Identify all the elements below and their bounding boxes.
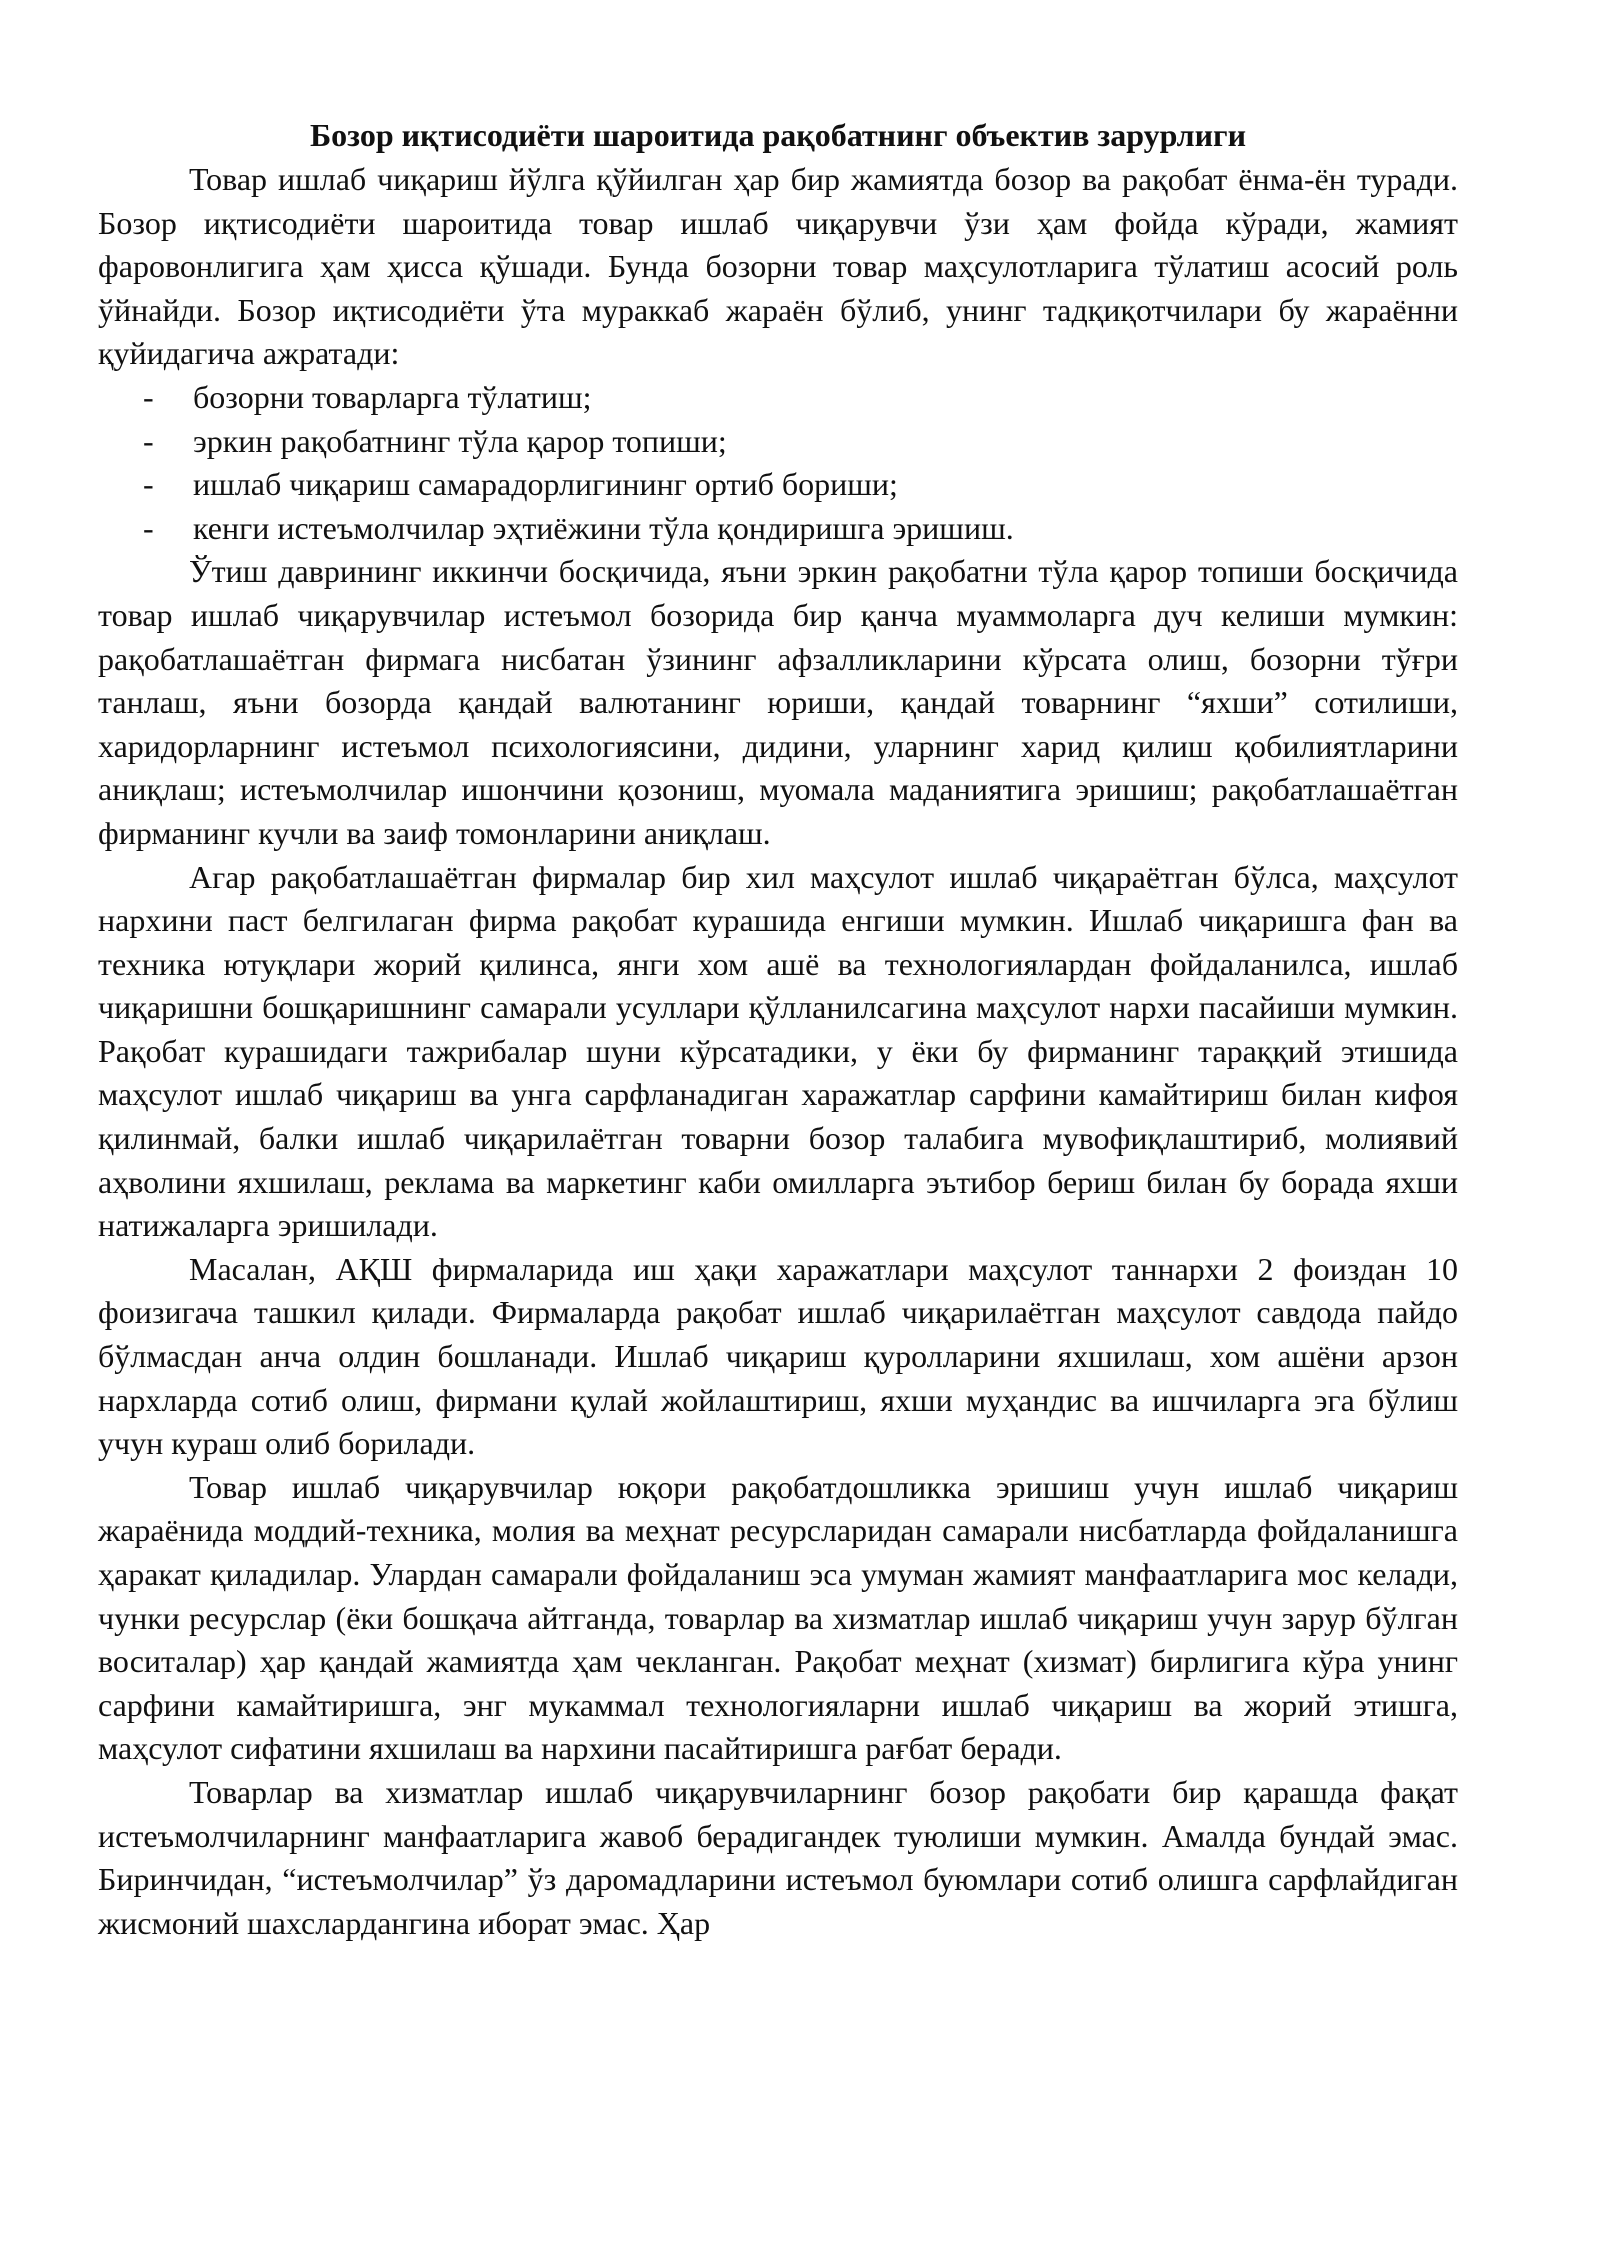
list-item xyxy=(98,463,1458,507)
document-page xyxy=(98,112,1458,1945)
list-item-text: ишлаб чиқариш самарадорлигининг ортиб бориши; xyxy=(193,466,898,503)
list-dash: - xyxy=(143,509,154,546)
list-dash: - xyxy=(143,466,154,503)
list-item xyxy=(98,507,1458,551)
list-item-text: кенги истеъмолчилар эҳтиёжини тўла қондиришга эришиш. xyxy=(193,509,1014,546)
paragraph-intro: Товар ишлаб чиқариш йўлга қўйилган ҳар бир жамиятда бозор ва рақобат ёнма-ён туради. Бозор иқтисодиёти шароитида товар ишлаб чиқарувчи ўзи ҳам фойда кўради, жамият фаровонлигига ҳам ҳисса қўшади. Бунда бозорни товар маҳсулотларига тўлатиш асосий роль ўйнайди. Бозор иқтисодиёти ўта мураккаб жараён бўлиб, унинг тадқиқотчилари бу жараённи қуйидагича ажратади: xyxy=(98,161,1458,372)
paragraph-second-stage: Ўтиш даврининг иккинчи босқичида, яъни эркин рақобатни тўла қарор топиши босқичида товар ишлаб чиқарувчилар истеъмол бозорида бир қанча муаммоларга дуч келиши мумкин: рақобатлашаётган фирмага нисбатан ўзининг афзалликларини кўрсата олиш, бозорни тўғри танлаш, яъни бозорда қандай валютанинг юриши, қандай товарнинг “яхши” сотилиши, харидорларнинг истеъмол психологиясини, дидини, уларнинг харид қилиш қобилиятларини аниқлаш; истеъмолчилар ишончини қозониш, муомала маданиятига эришиш; рақобатлашаётган фирманинг кучли ва заиф томонларини аниқлаш. xyxy=(98,553,1458,851)
list-item-text: бозорни товарларга тўлатиш; xyxy=(193,378,592,415)
list-dash: - xyxy=(143,378,154,415)
paragraph-consumers: Товарлар ва хизматлар ишлаб чиқарувчиларнинг бозор рақобати бир қарашда фақат истеъмолчиларнинг манфаатларига жавоб берадигандек туюлиши мумкин. Амалда бундай эмас. Биринчидан, “истеъмолчилар” ўз даромадларини истеъмол буюмлари сотиб олишга сарфлайдиган жисмоний шахслардангина иборат эмас. Ҳар xyxy=(98,1773,1458,1941)
document-title: Бозор иқтисодиёти шароитида рақобатнинг объектив зарурлиги xyxy=(309,117,1246,153)
list-item xyxy=(98,420,1458,464)
list-item xyxy=(98,376,1458,420)
list-item-text: эркин рақобатнинг тўла қарор топиши; xyxy=(193,422,727,459)
bullet-list xyxy=(98,376,1458,550)
paragraph-usa-example: Масалан, АҚШ фирмаларида иш ҳақи харажатлари маҳсулот таннархи 2 фоиздан 10 фоизигача ташкил қилади. Фирмаларда рақобат ишлаб чиқарилаётган маҳсулот савдода пайдо бўлмасдан анча олдин бошланади. Ишлаб чиқариш қуролларини яхшилаш, хом ашёни арзон нархларда сотиб олиш, фирмани қулай жойлаштириш, яхши муҳандис ва ишчиларга эга бўлиш учун кураш олиб борилади. xyxy=(98,1250,1458,1462)
list-dash: - xyxy=(143,422,154,459)
paragraph-resources: Товар ишлаб чиқарувчилар юқори рақобатдошликка эришиш учун ишлаб чиқариш жараёнида моддий-техника, молия ва меҳнат ресурсларидан самарали нисбатларда фойдаланишга ҳаракат қиладилар. Улардан самарали фойдаланиш эса умуман жамият манфаатларига мос келади, чунки ресурслар (ёки бошқача айтганда, товарлар ва хизматлар ишлаб чиқариш учун зарур бўлган воситалар) ҳар қандай жамиятда ҳам чекланган. Рақобат меҳнат (хизмат) бирлигига кўра унинг сарфини камайтиришга, энг мукаммал технологияларни ишлаб чиқариш ва жорий этишга, маҳсулот сифатини яхшилаш ва нархини пасайтиришга рағбат беради. xyxy=(98,1468,1458,1767)
paragraph-competing-firms: Агар рақобатлашаётган фирмалар бир хил маҳсулот ишлаб чиқараётган бўлса, маҳсулот нархини паст белгилаган фирма рақобат курашида енгиши мумкин. Ишлаб чиқаришга фан ва техника ютуқлари жорий қилинса, янги хом ашё ва технологиялардан фойдаланилса, ишлаб чиқаришни бошқаришнинг самарали усуллари қўлланилсагина маҳсулот нархи пасайиши мумкин. Рақобат курашидаги тажрибалар шуни кўрсатадики, у ёки бу фирманинг тараққий этишида маҳсулот ишлаб чиқариш ва унга сарфланадиган харажатлар сарфини камайтириш билан кифоя қилинмай, балки ишлаб чиқарилаётган товарни бозор талабига мувофиқлаштириб, молиявий аҳволини яхшилаш, реклама ва маркетинг каби омилларга эътибор бериш билан бу борада яхши натижаларга эришилади. xyxy=(98,858,1458,1244)
